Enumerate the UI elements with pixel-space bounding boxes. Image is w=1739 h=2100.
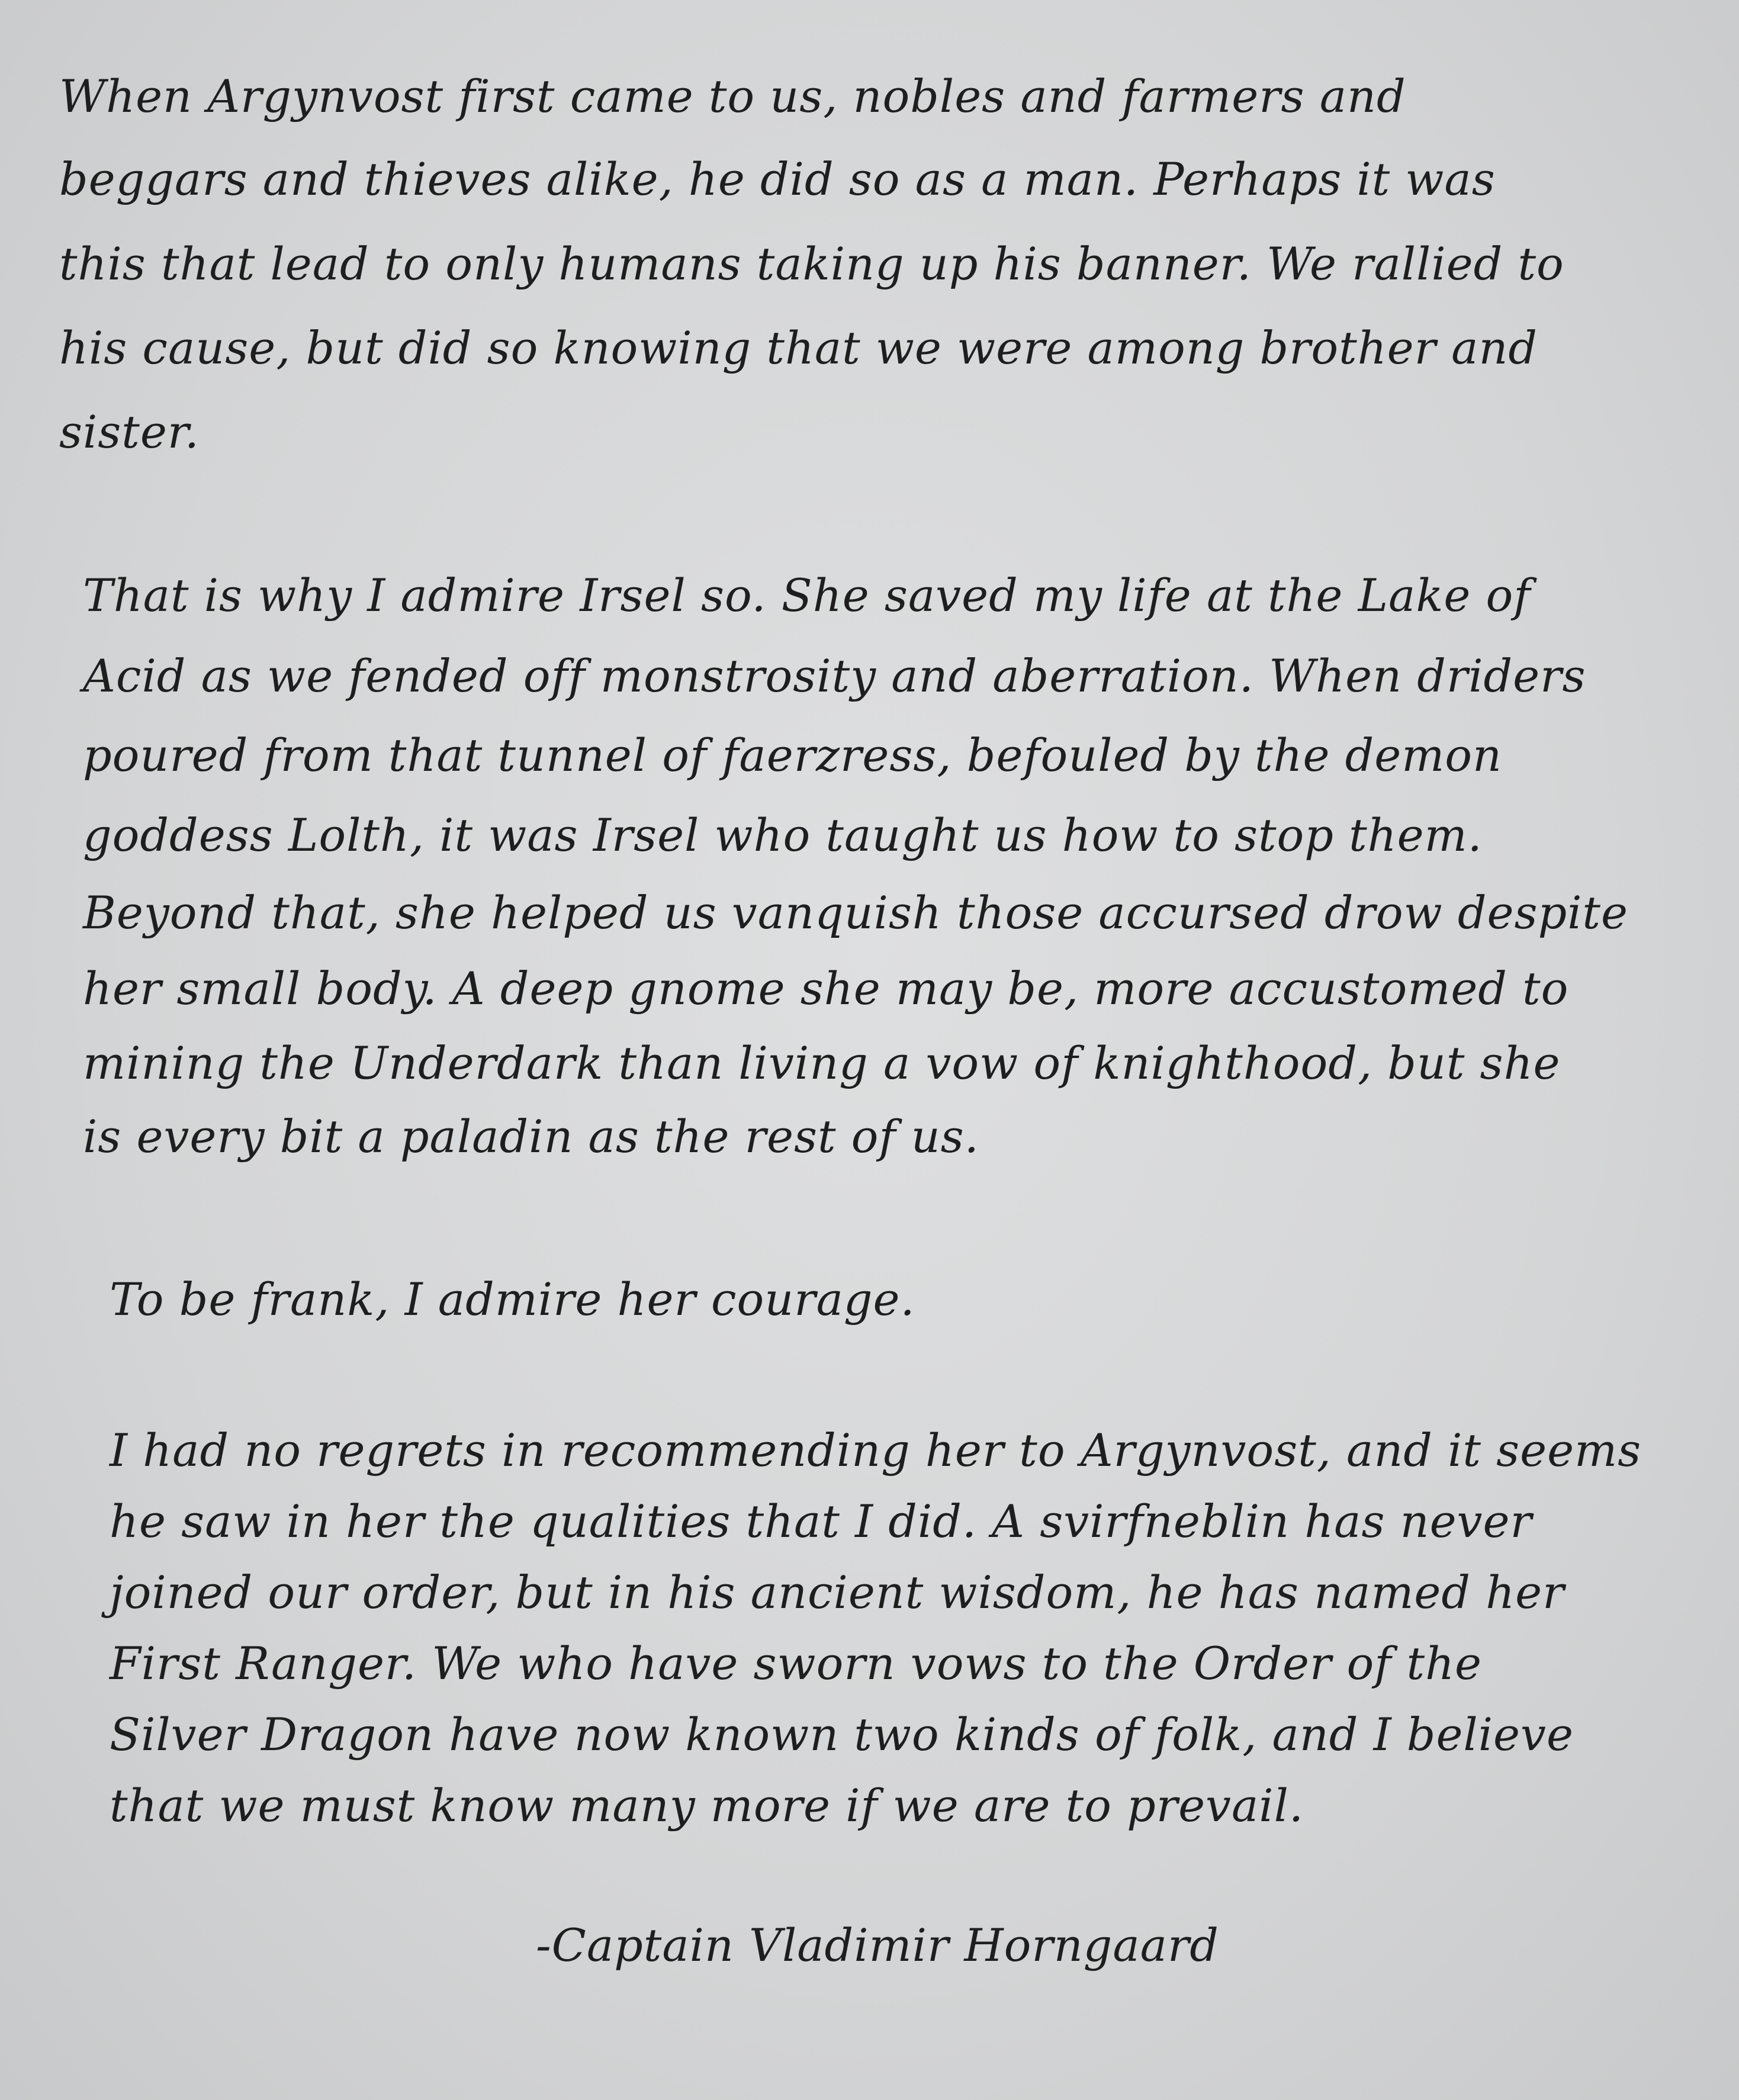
text-line: I had no regrets in recommending her to Argynvost, and it seems — [110, 1424, 1642, 1477]
text-line: joined our order, but in his ancient wisdom, he has named her — [110, 1566, 1565, 1619]
text-line: beggars and thieves alike, he did so as a man. Perhaps it was — [59, 153, 1496, 205]
text-line: When Argynvost first came to us, nobles and farmers and — [59, 70, 1406, 123]
text-line: his cause, but did so knowing that we were among brother and — [59, 321, 1538, 374]
paragraph-3 — [110, 1273, 1708, 1336]
signature: -Captain Vladimir Horngaard — [536, 1919, 1219, 1972]
text-line: poured from that tunnel of faerzress, befouled by the demon — [83, 729, 1503, 782]
paragraph-1 — [59, 70, 1717, 465]
paragraph-4 — [110, 1424, 1708, 1866]
text-line: her small body. A deep gnome she may be, more accustomed to — [83, 962, 1569, 1015]
text-line: That is why I admire Irsel so. She saved my life at the Lake of — [83, 569, 1531, 622]
text-line: To be frank, I admire her courage. — [110, 1273, 915, 1326]
paragraph-2 — [83, 569, 1717, 1201]
text-line: Beyond that, she helped us vanquish those accursed drow despite — [83, 886, 1628, 939]
text-line: Silver Dragon have now known two kinds of folk, and I believe — [110, 1708, 1574, 1761]
text-line: is every bit a paladin as the rest of us. — [83, 1110, 979, 1163]
text-line: goddess Lolth, it was Irsel who taught us how to stop them. — [83, 809, 1483, 861]
text-line: that we must know many more if we are to prevail. — [110, 1779, 1304, 1832]
text-line: Acid as we fended off monstrosity and aberration. When driders — [83, 649, 1586, 702]
text-line: he saw in her the qualities that I did. A svirfneblin has never — [110, 1495, 1532, 1548]
text-line: this that lead to only humans taking up his banner. We rallied to — [59, 237, 1564, 290]
text-line: mining the Underdark than living a vow of knighthood, but she — [83, 1037, 1561, 1089]
text-line: sister. — [59, 406, 200, 458]
text-line: First Ranger. We who have sworn vows to the Order of the — [110, 1637, 1483, 1690]
